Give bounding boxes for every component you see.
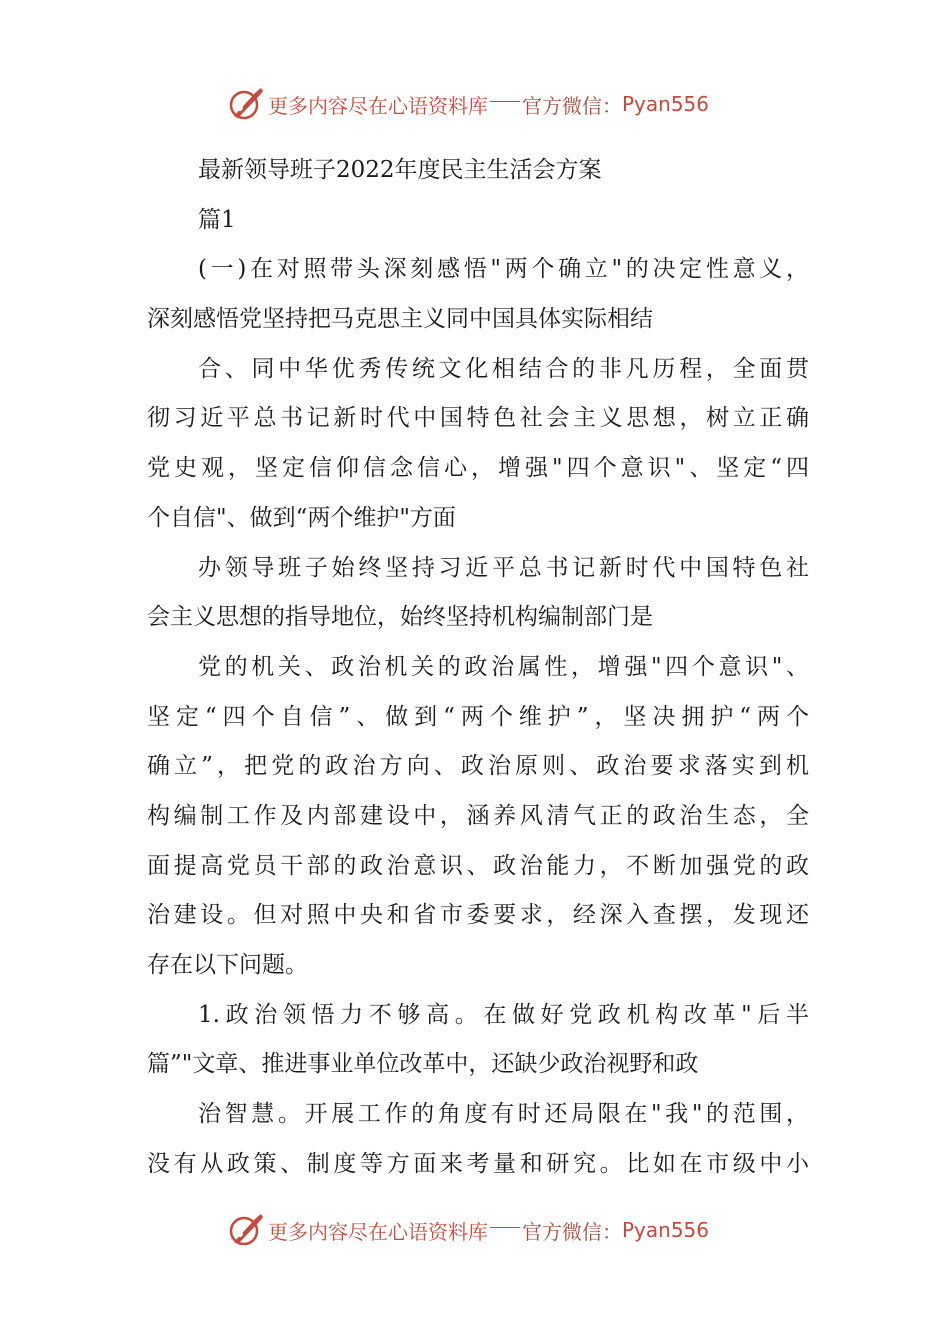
watermark-official-label: 官方微信： bbox=[522, 93, 622, 118]
text-line: 没有从政策、制度等方面来考量和研究。比如在市级中小 bbox=[147, 1150, 809, 1177]
watermark-footer bbox=[228, 1210, 709, 1250]
text-line: 合、同中华优秀传统文化相结合的非凡历程，全面贯 bbox=[198, 355, 809, 382]
pen-logo-icon bbox=[228, 1212, 264, 1248]
watermark-wechat-id: Pyan556 bbox=[622, 92, 710, 116]
text-line: 会主义思想的指导地位，始终坚持机构编制部门是 bbox=[147, 604, 653, 631]
text-line: 深刻感悟党坚持把马克思主义同中国具体实际相结 bbox=[147, 306, 653, 333]
watermark-text: 更多内容尽在心语资料库 bbox=[268, 93, 488, 118]
text-line: 治建设。但对照中央和省市委要求，经深入查摆，发现还 bbox=[147, 902, 809, 929]
text-line: 最新领导班子2022年度民主生活会方案 bbox=[198, 157, 602, 183]
text-line: 篇1 bbox=[198, 206, 236, 233]
text-line: 存在以下问题。 bbox=[147, 952, 308, 978]
text-line: 篇”"文章、推进事业单位改革中，还缺少政治视野和政 bbox=[147, 1051, 699, 1078]
text-line: 党史观，坚定信仰信念信心，增强"四个意识"、坚定“四 bbox=[147, 455, 809, 482]
text-line: (一)在对照带头深刻感悟"两个确立"的决定性意义， bbox=[198, 256, 809, 283]
document-body bbox=[147, 146, 809, 1189]
watermark-dash bbox=[490, 1227, 520, 1228]
text-line: 1.政治领悟力不够高。在做好党政机构改革"后半 bbox=[198, 1001, 809, 1028]
watermark-text: 更多内容尽在心语资料库 bbox=[268, 1219, 488, 1244]
text-line: 面提高党员干部的政治意识、政治能力，不断加强党的政 bbox=[147, 852, 809, 879]
watermark-header bbox=[228, 84, 709, 124]
watermark-dash bbox=[490, 101, 520, 102]
text-line: 个自信"、做到“两个维护"方面 bbox=[147, 504, 456, 531]
text-line: 办领导班子始终坚持习近平总书记新时代中国特色社 bbox=[198, 554, 809, 581]
watermark-official-label: 官方微信： bbox=[522, 1219, 622, 1244]
text-line: 党的机关、政治机关的政治属性，增强"四个意识"、 bbox=[198, 653, 809, 680]
text-line: 构编制工作及内部建设中，涵养风清气正的政治生态，全 bbox=[147, 802, 809, 829]
watermark-wechat-id: Pyan556 bbox=[622, 1218, 710, 1242]
text-line: 治智慧。开展工作的角度有时还局限在"我"的范围， bbox=[198, 1101, 809, 1128]
pen-logo-icon bbox=[228, 86, 264, 122]
text-line: 确立”，把党的政治方向、政治原则、政治要求落实到机 bbox=[147, 753, 809, 780]
text-line: 彻习近平总书记新时代中国特色社会主义思想，树立正确 bbox=[147, 405, 809, 432]
text-line: 坚定“四个自信”、做到“两个维护”，坚决拥护“两个 bbox=[147, 703, 809, 730]
